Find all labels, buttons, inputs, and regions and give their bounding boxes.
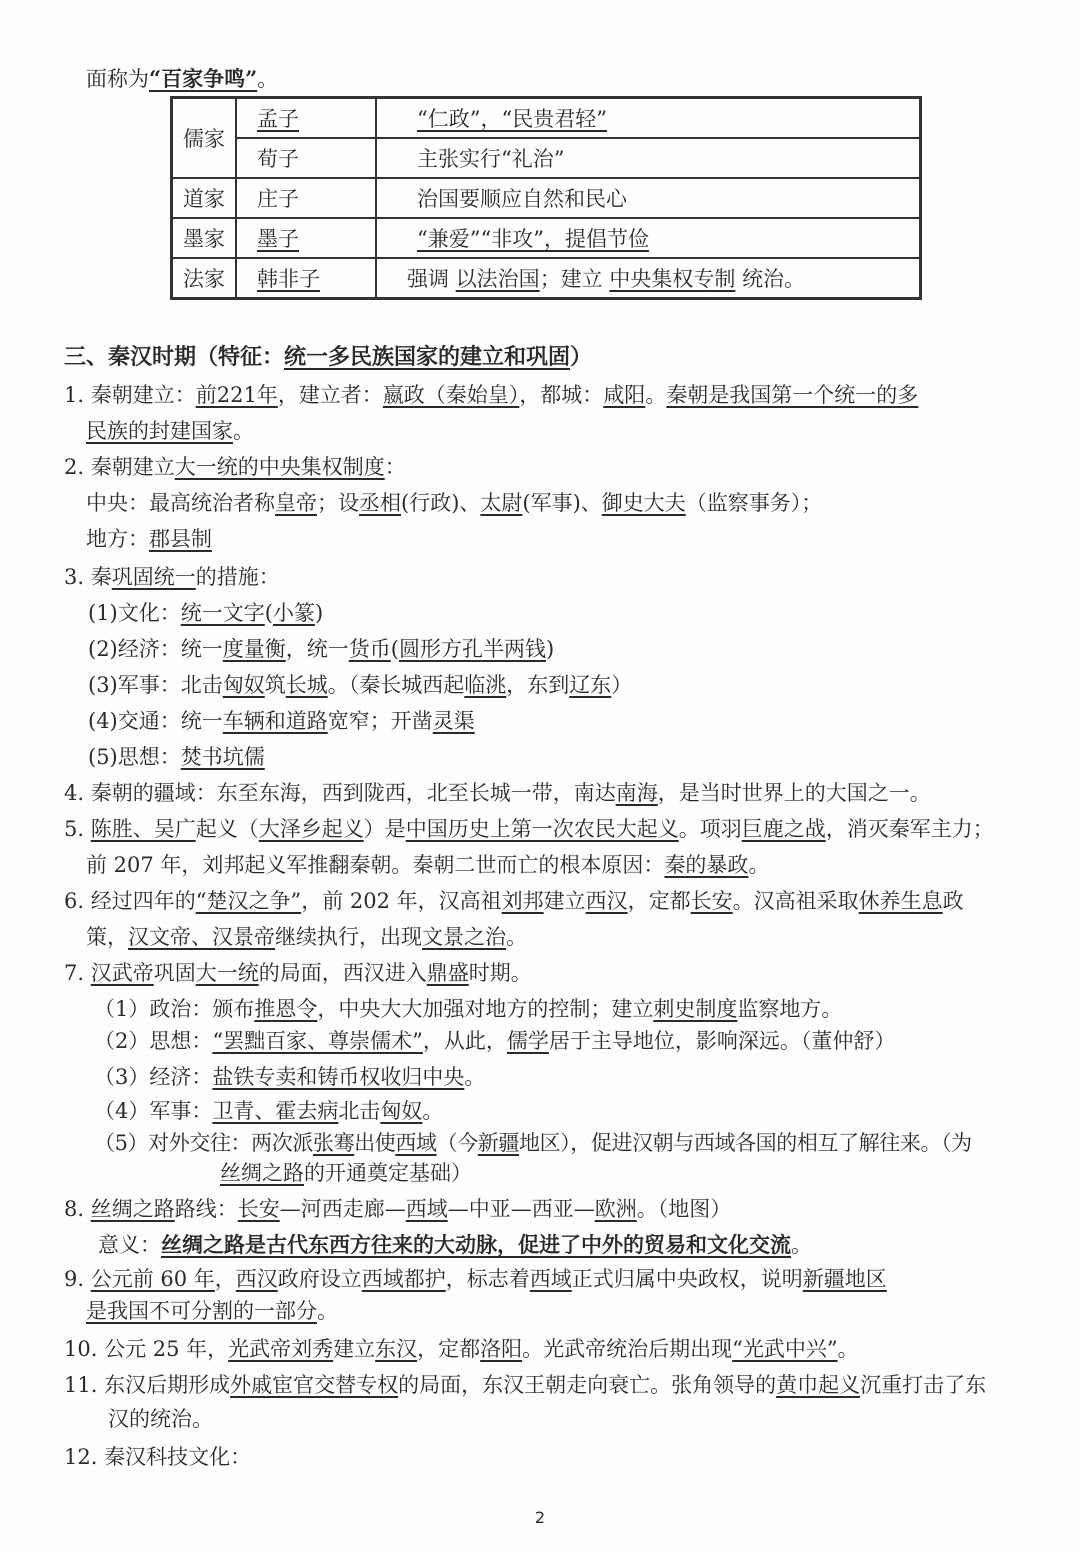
idea-cell bbox=[376, 98, 921, 139]
text: 建立 bbox=[543, 889, 586, 913]
person-cell bbox=[236, 98, 376, 139]
list-item bbox=[64, 886, 964, 916]
key-term: 欧洲 bbox=[594, 1197, 637, 1221]
list-item-cont bbox=[98, 1230, 812, 1260]
text: ) bbox=[545, 637, 555, 661]
key-term: 公元前 60 年 bbox=[90, 1267, 215, 1291]
intro-end: 。 bbox=[257, 67, 279, 91]
text: (3)军事：北击 bbox=[88, 673, 223, 697]
text: ，消灭秦军主力； bbox=[825, 817, 994, 841]
text: 建立 bbox=[333, 1337, 376, 1361]
list-subitem bbox=[88, 598, 323, 628]
key-term: 汉文帝、汉景帝 bbox=[128, 925, 275, 949]
key-term: 休养生息 bbox=[858, 889, 943, 913]
section-heading bbox=[64, 342, 592, 372]
text: ，从此， bbox=[422, 1029, 507, 1053]
text: （监察事务）； bbox=[685, 491, 823, 515]
key-term: 陈胜、吴广 bbox=[90, 817, 196, 841]
key-term: 匈奴 bbox=[380, 1099, 423, 1123]
list-item-cont bbox=[86, 1296, 338, 1326]
list-subitem bbox=[88, 706, 475, 736]
person-name: 韩非子 bbox=[257, 267, 320, 291]
idea-term: 以法治国 bbox=[455, 267, 540, 291]
list-item bbox=[64, 380, 918, 410]
key-term: “光武中兴” bbox=[732, 1337, 838, 1361]
text: 。 bbox=[464, 1065, 486, 1089]
list-subitem bbox=[86, 524, 212, 554]
text: 正式归属中央政权，说明 bbox=[571, 1267, 803, 1291]
schools-table bbox=[170, 96, 922, 300]
key-term: 汉武帝 bbox=[90, 961, 154, 985]
key-term: 丝绸之路 bbox=[90, 1197, 175, 1221]
key-term: 长城 bbox=[285, 673, 328, 697]
text: (1)文化： bbox=[88, 601, 181, 625]
text: 。项羽 bbox=[678, 817, 742, 841]
heading-part: 三、秦汉时期（特征： bbox=[64, 344, 285, 370]
text: （1）政治：颁布 bbox=[94, 997, 255, 1021]
key-term: 巨鹿之战 bbox=[741, 817, 826, 841]
list-subitem bbox=[94, 1096, 443, 1126]
list-subitem bbox=[94, 1062, 485, 1092]
list-item bbox=[64, 1370, 986, 1400]
list-subitem bbox=[86, 488, 822, 518]
text: —中亚—西亚— bbox=[447, 1197, 595, 1221]
idea-text: “仁政”，“民贵君轻” bbox=[417, 107, 607, 131]
key-term: 外戚宦官交替专权 bbox=[230, 1373, 399, 1397]
table-row bbox=[172, 138, 921, 178]
key-term: 新疆 bbox=[477, 1131, 519, 1155]
table-row bbox=[172, 98, 921, 139]
key-term: 大一统 bbox=[195, 961, 259, 985]
text: 8. bbox=[64, 1197, 91, 1221]
key-term: 大泽乡起义 bbox=[258, 817, 364, 841]
school-cell: 道家 bbox=[172, 178, 237, 218]
text: ；设 bbox=[317, 491, 359, 515]
key-term: 巩固统一 bbox=[111, 565, 196, 589]
table-row bbox=[172, 178, 921, 218]
text: 的局面，西汉进入 bbox=[258, 961, 427, 985]
text: 筑 bbox=[264, 673, 286, 697]
text: 政府设立 bbox=[277, 1267, 362, 1291]
key-term: 中国历史上第一次农民大起义 bbox=[405, 817, 679, 841]
text: 政 bbox=[942, 889, 964, 913]
text: 。 bbox=[317, 1299, 338, 1323]
list-item bbox=[64, 1334, 859, 1364]
text: ) bbox=[314, 601, 324, 625]
text: 的开通奠定基础） bbox=[304, 1161, 472, 1185]
text: 居于主导地位，影响深远。（董仲舒） bbox=[548, 1029, 896, 1053]
text: 4. 秦朝的疆域：东至东海，西到陇西，北至长城一带，南达 bbox=[64, 781, 616, 805]
table-row bbox=[172, 258, 921, 299]
key-term: 是我国不可分割的一部分 bbox=[86, 1299, 317, 1323]
text: 。 bbox=[422, 1099, 444, 1123]
text: （今 bbox=[436, 1131, 478, 1155]
key-term: 刺史制度 bbox=[653, 997, 738, 1021]
text: ，定都 bbox=[417, 1337, 481, 1361]
key-term: 卫青、霍去病 bbox=[212, 1099, 339, 1123]
school-cell: 法家 bbox=[172, 258, 237, 299]
key-term: 西域 bbox=[395, 1131, 437, 1155]
key-term: 嬴政（秦始皇） bbox=[382, 383, 520, 407]
key-term: 前221年 bbox=[195, 383, 278, 407]
key-term: 焚书坑儒 bbox=[180, 745, 265, 769]
table-row bbox=[172, 218, 921, 258]
key-term: 灵渠 bbox=[432, 709, 475, 733]
text: 的局面，东汉王朝走向衰亡。张角领导的 bbox=[398, 1373, 777, 1397]
text: ）是 bbox=[363, 817, 406, 841]
text: 7. bbox=[64, 961, 91, 985]
key-term: 长安 bbox=[690, 889, 733, 913]
key-term: 长安 bbox=[237, 1197, 280, 1221]
idea-cell: 治国要顺应自然和民心 bbox=[376, 178, 921, 218]
list-subitem bbox=[94, 1026, 895, 1056]
text: 汉的统治。 bbox=[108, 1407, 213, 1431]
list-subitem bbox=[94, 994, 842, 1024]
text: 2. 秦朝建立 bbox=[64, 455, 175, 479]
text: ，中央大大加强对地方的控制；建立 bbox=[317, 997, 654, 1021]
key-term: 车辆和道路 bbox=[222, 709, 328, 733]
text: 监察地方。 bbox=[737, 997, 843, 1021]
person-cell bbox=[236, 218, 376, 258]
key-term: 统一文字 bbox=[180, 601, 265, 625]
text: 意义： bbox=[98, 1233, 161, 1257]
key-term: “罢黜百家、尊崇儒术” bbox=[212, 1029, 423, 1053]
person-cell: 庄子 bbox=[236, 178, 376, 218]
list-item bbox=[64, 1264, 887, 1294]
text: 出使 bbox=[354, 1131, 396, 1155]
key-term: “楚汉之争” bbox=[195, 889, 302, 913]
key-term: 郡县制 bbox=[149, 527, 212, 551]
idea-text: “兼爱”“非攻”，提倡节俭 bbox=[417, 227, 649, 251]
text: 11. 东汉后期形成 bbox=[64, 1373, 231, 1397]
key-term: 丞相 bbox=[359, 491, 401, 515]
text: 。 bbox=[837, 1337, 859, 1361]
list-item bbox=[64, 778, 931, 808]
text: ， bbox=[214, 1267, 236, 1291]
key-term: 小篆 bbox=[272, 601, 315, 625]
text: 路线： bbox=[174, 1197, 238, 1221]
text: (2)经济：统一 bbox=[88, 637, 223, 661]
text: 。（秦长城西起 bbox=[327, 673, 465, 697]
list-subitem bbox=[88, 670, 632, 700]
key-term: 御史大夫 bbox=[601, 491, 686, 515]
text: 。 bbox=[645, 383, 667, 407]
list-subitem bbox=[88, 634, 554, 664]
page-number: 2 bbox=[534, 1508, 546, 1527]
list-item bbox=[64, 1442, 251, 1472]
text: 地方： bbox=[86, 527, 149, 551]
text: ( bbox=[264, 601, 273, 625]
school-cell: 儒家 bbox=[172, 98, 237, 179]
intro-term: “百家争鸣” bbox=[149, 66, 258, 91]
text: ，标志着 bbox=[445, 1267, 530, 1291]
person-cell bbox=[236, 258, 376, 299]
text: 10. 公元 25 年， bbox=[64, 1337, 229, 1361]
list-subitem bbox=[88, 742, 265, 772]
text: 1. 秦朝建立： bbox=[64, 383, 196, 407]
key-term: 咸阳 bbox=[603, 383, 646, 407]
text: （2）思想： bbox=[94, 1029, 213, 1053]
list-item-cont bbox=[108, 1404, 213, 1434]
list-subitem-cont bbox=[220, 1158, 472, 1188]
text: ，东到 bbox=[506, 673, 570, 697]
key-term: 丝绸之路 bbox=[220, 1161, 304, 1185]
list-item bbox=[64, 452, 406, 482]
key-term: 秦的暴政 bbox=[664, 853, 749, 877]
key-term: 西域都护 bbox=[361, 1267, 446, 1291]
key-term: 皇帝 bbox=[275, 491, 317, 515]
key-term: 辽东 bbox=[569, 673, 612, 697]
key-term: 光武帝刘秀 bbox=[228, 1337, 334, 1361]
text: （3）经济： bbox=[94, 1065, 213, 1089]
text: 。 bbox=[791, 1233, 812, 1257]
text: 。光武帝统治后期出现 bbox=[522, 1337, 733, 1361]
key-term: 度量衡 bbox=[222, 637, 286, 661]
text: ( bbox=[390, 637, 399, 661]
key-term: 洛阳 bbox=[480, 1337, 523, 1361]
text: 沉重打击了东 bbox=[860, 1373, 987, 1397]
list-item-cont bbox=[86, 850, 769, 880]
text: 12. 秦汉科技文化： bbox=[64, 1445, 252, 1469]
text: ，是当时世界上的大国之一。 bbox=[657, 781, 931, 805]
list-item-cont bbox=[86, 416, 254, 446]
text: 3. 秦 bbox=[64, 565, 112, 589]
heading-term: 统一多民族国家的建立和巩固 bbox=[284, 344, 571, 370]
key-term: 太尉 bbox=[480, 491, 523, 515]
text: 。 bbox=[506, 925, 527, 949]
idea-term: 中央集权专制 bbox=[609, 267, 736, 291]
text: —河西走廊— bbox=[279, 1197, 406, 1221]
text: 地区），促进汉朝与西域各国的相互了解往来。（为 bbox=[518, 1131, 972, 1155]
key-term: 西汉 bbox=[585, 889, 628, 913]
idea-cell bbox=[376, 218, 921, 258]
idea-part: 统治。 bbox=[742, 267, 806, 291]
text: （5）对外交往：两次派 bbox=[94, 1131, 313, 1155]
text: ，都城： bbox=[519, 383, 604, 407]
text: 。汉高祖采取 bbox=[732, 889, 859, 913]
text: 5. bbox=[64, 817, 91, 841]
key-term: 东汉 bbox=[375, 1337, 418, 1361]
text: 的措施： bbox=[195, 565, 280, 589]
key-term: 张骞 bbox=[312, 1131, 355, 1155]
key-term: 盐铁专卖和铸币权收归中央 bbox=[212, 1065, 465, 1089]
text: 9. bbox=[64, 1267, 91, 1291]
intro-text: 面称为 bbox=[86, 67, 149, 91]
school-cell: 墨家 bbox=[172, 218, 237, 258]
text: 时期。 bbox=[468, 961, 532, 985]
idea-cell: 主张实行“礼治” bbox=[376, 138, 921, 178]
text: 宽窄；开凿 bbox=[327, 709, 433, 733]
key-term: 儒学 bbox=[506, 1029, 549, 1053]
key-term: 鼎盛 bbox=[426, 961, 469, 985]
list-item-cont bbox=[86, 922, 527, 952]
text: (行政)、 bbox=[401, 491, 481, 515]
text: ，前 202 年，汉高祖 bbox=[301, 889, 502, 913]
person-name: 墨子 bbox=[257, 227, 299, 251]
text: ： bbox=[384, 455, 406, 479]
key-term: 大一统的中央集权制度 bbox=[174, 455, 385, 479]
key-term: 货币 bbox=[348, 637, 391, 661]
idea-cell bbox=[376, 258, 921, 299]
text: 起义（ bbox=[195, 817, 259, 841]
key-term: 西域 bbox=[405, 1197, 448, 1221]
idea-part: ；建立 bbox=[539, 267, 603, 291]
text: （4）军事： bbox=[94, 1099, 213, 1123]
text: 。（地图） bbox=[636, 1197, 732, 1221]
list-item bbox=[64, 1194, 731, 1224]
idea-part: 强调 bbox=[407, 267, 449, 291]
list-subitem bbox=[94, 1128, 972, 1158]
list-item bbox=[64, 562, 280, 592]
key-term: 推恩令 bbox=[254, 997, 318, 1021]
key-term: 临洮 bbox=[464, 673, 507, 697]
key-term: 黄巾起义 bbox=[776, 1373, 861, 1397]
text: 巩固 bbox=[153, 961, 196, 985]
key-term: 南海 bbox=[615, 781, 658, 805]
key-term: 民族的封建国家 bbox=[86, 419, 233, 443]
key-term: 西域 bbox=[529, 1267, 572, 1291]
person-name: 孟子 bbox=[257, 107, 299, 131]
text: (4)交通：统一 bbox=[88, 709, 223, 733]
text: 。 bbox=[748, 853, 770, 877]
list-item bbox=[64, 958, 532, 988]
key-term: 匈奴 bbox=[222, 673, 265, 697]
key-term: 秦朝是我国第一个统一的多 bbox=[666, 383, 919, 407]
intro-line bbox=[86, 64, 278, 94]
key-term: 文景之治 bbox=[422, 925, 506, 949]
text: 6. 经过四年的 bbox=[64, 889, 196, 913]
text: 北击 bbox=[338, 1099, 381, 1123]
key-term: 新疆地区 bbox=[802, 1267, 887, 1291]
list-item bbox=[64, 814, 994, 844]
text: (军事)、 bbox=[522, 491, 602, 515]
key-term: 圆形方孔半两钱 bbox=[398, 637, 546, 661]
person-cell: 荀子 bbox=[236, 138, 376, 178]
text: (5)思想： bbox=[88, 745, 181, 769]
text: 前 207 年，刘邦起义军推翻秦朝。秦朝二世而亡的根本原因： bbox=[86, 853, 665, 877]
key-term: 西汉 bbox=[235, 1267, 278, 1291]
text: 策， bbox=[86, 925, 128, 949]
heading-part: ） bbox=[570, 344, 593, 370]
text: ，定都 bbox=[627, 889, 691, 913]
text: ，建立者： bbox=[277, 383, 383, 407]
text: 。 bbox=[233, 419, 254, 443]
text: ，统一 bbox=[285, 637, 349, 661]
key-term: 丝绸之路是古代东西方往来的大动脉，促进了中外的贸易和文化交流 bbox=[161, 1232, 791, 1257]
text: ） bbox=[611, 673, 633, 697]
text: 中央：最高统治者称 bbox=[86, 491, 275, 515]
text: 继续执行，出现 bbox=[275, 925, 422, 949]
key-term: 刘邦 bbox=[501, 889, 544, 913]
